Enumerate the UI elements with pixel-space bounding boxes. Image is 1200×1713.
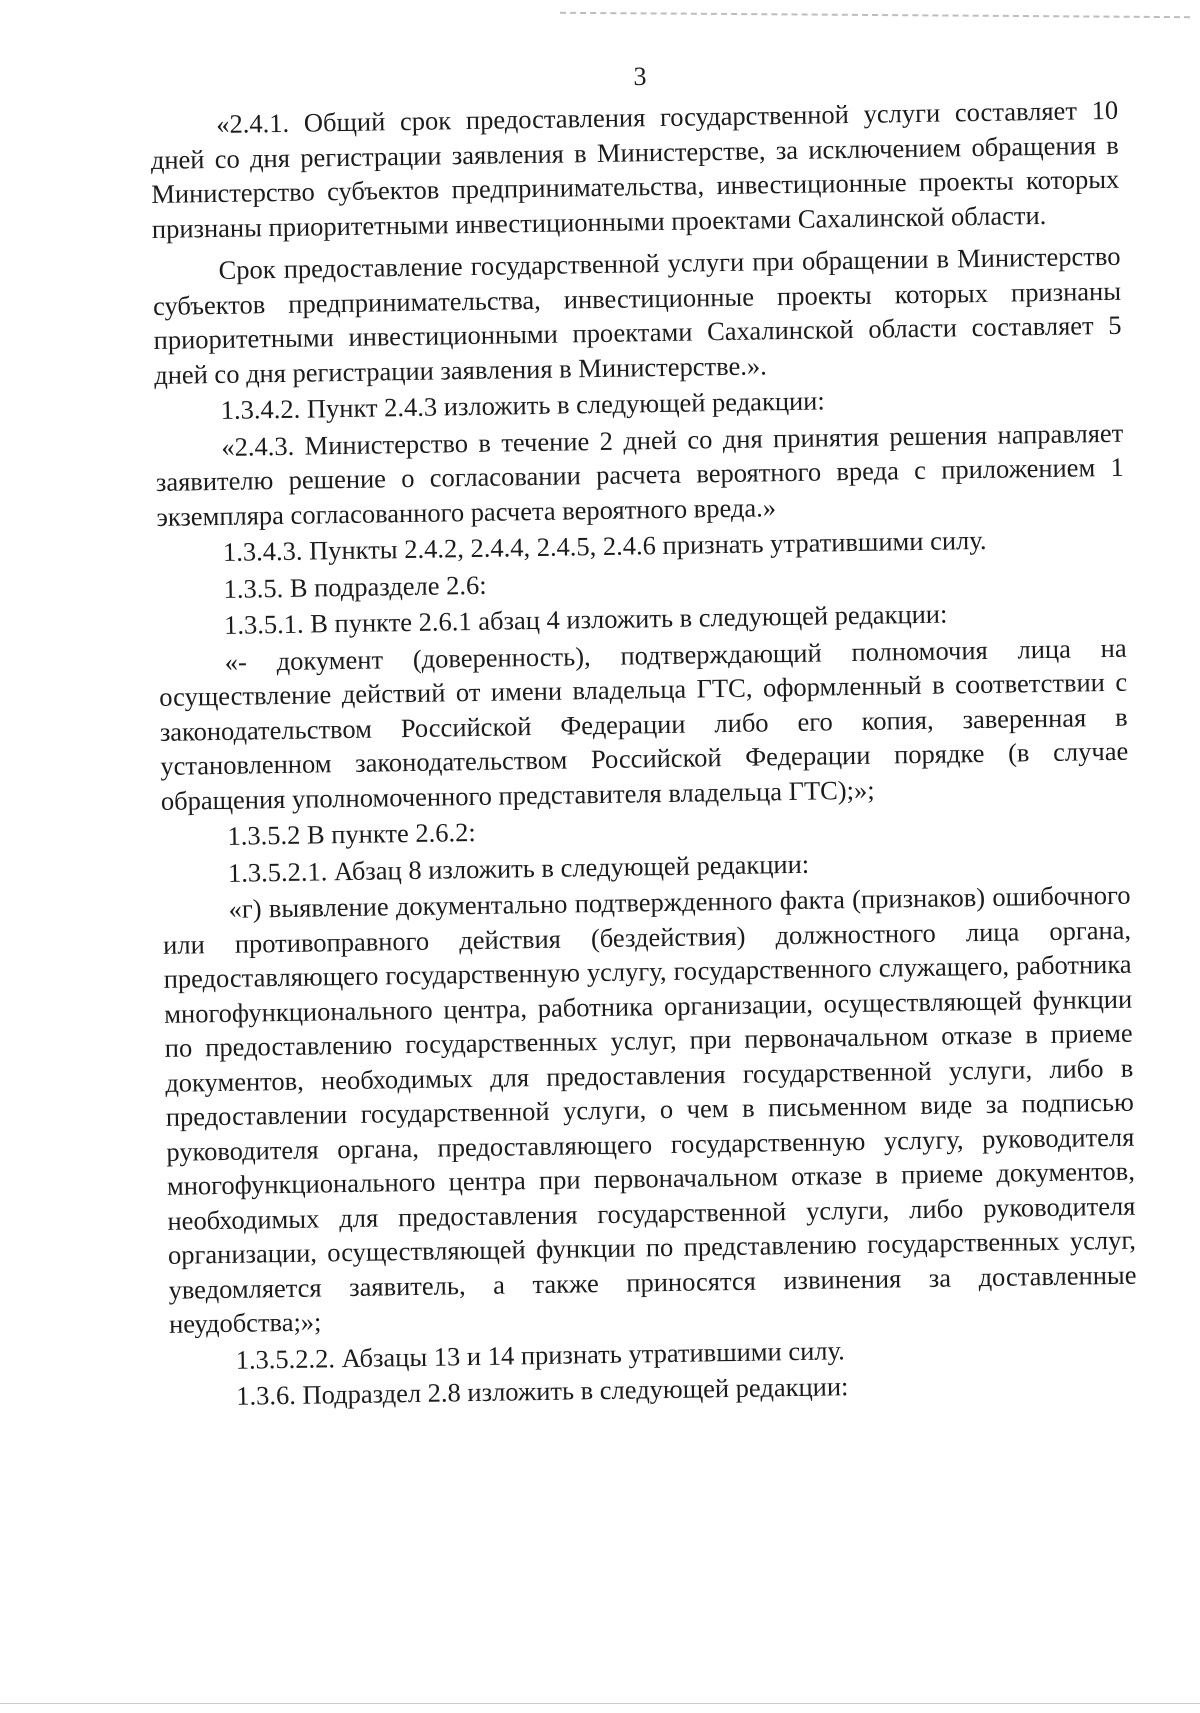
paragraph-item-g: «г) выявление документально подтвержденного факта (признаков) ошибочного или противоправного действия (бездействия) должностного лица органа, предоставляющего государственную услугу, государственного служащего, работника многофункционального центра, работника организации, осуществляющей функции по предоставлению государственных услуг, при первоначальном отказе в приеме документов, необходимых для предоставления государственной услуги, либо в предоставлении государственной услуги, о чем в письменном виде за подписью руководителя органа, предоставляющего государственную услугу, руководителя многофункционального центра при первоначальном отказе в приеме документов, необходимых для предоставления государственной услуги, либо руководителя организации, осуществляющей функции по представлению государственных услуг, уведомляется заявитель, а также приносятся извинения за доставленные неудобства;»; (162, 879, 1137, 1339)
paragraph-term-priority-projects: Срок предоставление государственной услуги при обращении в Министерство субъектов предпринимательства, инвестиционные проекты которых признаны приоритетными инвестиционными проектами Сахалинской области составляет 5 дней со дня регистрации заявления в Министерстве.». (152, 240, 1122, 390)
paragraph-1-3-5-2: 1.3.5.2 В пункте 2.6.2: (227, 816, 476, 851)
paragraph-1-3-5-2-1: 1.3.5.2.1. Абзац 8 изложить в следующей редакции: (227, 848, 810, 888)
paragraph-1-3-5: 1.3.5. В подразделе 2.6: (223, 569, 487, 604)
paragraph-1-3-6: 1.3.6. Подраздел 2.8 изложить в следующей редакции: (236, 1371, 849, 1411)
scan-edge-artifact-bottom (0, 1703, 1200, 1704)
paragraph-1-3-4-3: 1.3.4.3. Пункты 2.4.2, 2.4.4, 2.4.5, 2.4.6 признать утратившими силу. (222, 524, 987, 567)
page-number: 3 (633, 62, 647, 91)
paragraph-1-3-5-2-2: 1.3.5.2.2. Абзацы 13 и 14 признать утратившими силу. (235, 1334, 845, 1375)
paragraph-1-3-5-1: 1.3.5.1. В пункте 2.6.1 абзац 4 изложить в следующей редакции: (223, 598, 948, 640)
document-body (150, 93, 1138, 1417)
scan-edge-artifact-top (560, 12, 1190, 26)
paragraph-2-4-1: «2.4.1. Общий срок предоставления государственной услуги составляет 10 дней со дня регистрации заявления в Министерстве, за исключением обращения в Министерство субъектов предпринимательства, инвестиционные проекты которых признаны приоритетными инвестиционными проектами Сахалинской области. (150, 94, 1120, 244)
paragraph-1-3-4-2: 1.3.4.2. Пункт 2.4.3 изложить в следующей редакции: (220, 385, 825, 425)
paragraph-power-of-attorney: «- документ (доверенность), подтверждающий полномочия лица на осуществление действий от имени владельца ГТС, оформленный в соответствии с законодательством Российской Федерации либо его копия, заверенная в установленном законодательством Российской Федерации порядке (в случае обращения уполномоченного представителя владельца ГТС);»; (159, 632, 1129, 816)
paragraph-2-4-3: «2.4.3. Министерство в течение 2 дней со дня принятия решения направляет заявителю решение о согласовании расчета вероятного вреда с приложением 1 экземпляра согласованного расчета вероятного вреда.» (155, 417, 1124, 532)
